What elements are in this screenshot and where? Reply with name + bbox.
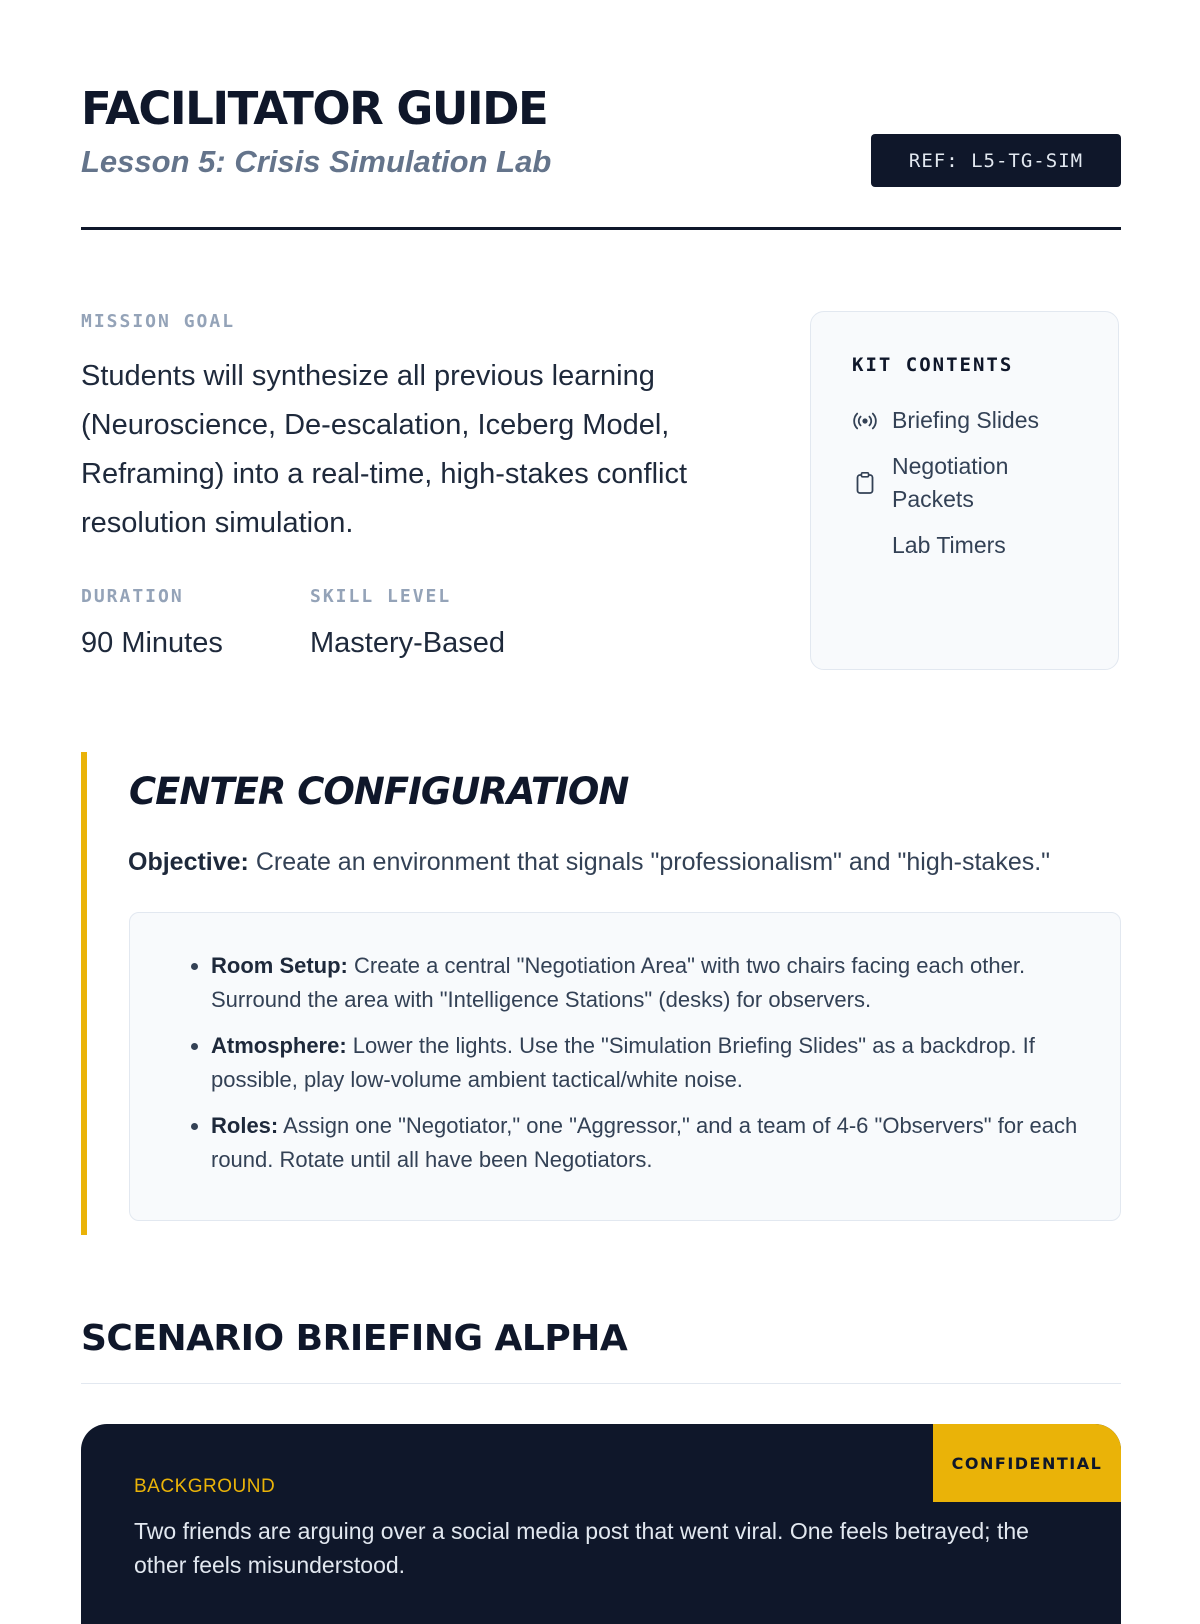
setup-instructions-card [129, 912, 1121, 1221]
timer-icon [852, 533, 878, 559]
confidential-badge: CONFIDENTIAL [933, 1424, 1121, 1502]
center-configuration-section [81, 752, 1121, 1235]
mission-goal-text: Students will synthesize all previous learning (Neuroscience, De-escalation, Iceberg Model, Reframing) into a real-time, high-stakes conflict resolution simulation. [81, 360, 688, 539]
skill-level-block [310, 586, 505, 660]
kit-contents-title: KIT CONTENTS [852, 354, 1014, 376]
setup-instructions-list [130, 913, 1120, 1177]
scenario-briefing-title: SCENARIO BRIEFING ALPHA [81, 1318, 628, 1359]
list-item-atmosphere [211, 1029, 1080, 1097]
objective-line [128, 848, 1050, 877]
duration-block [81, 586, 223, 660]
kit-item-label: Briefing Slides [892, 407, 1040, 433]
kit-item-label: Negotiation Packets [892, 453, 1009, 512]
kit-item-negotiation-packets [852, 450, 1092, 516]
page-title: FACILITATOR GUIDE [81, 82, 548, 135]
mission-goal-label: MISSION GOAL [81, 311, 236, 332]
objective-text: Create an environment that signals "professionalism" and "high-stakes." [248, 848, 1051, 876]
background-label: BACKGROUND [134, 1476, 276, 1497]
list-item-text: Create a central "Negotiation Area" with two chairs facing each other. Surround the area with "Intelligence Stations" (desks) for observers. [211, 953, 1026, 1012]
list-item-text: Lower the lights. Use the "Simulation Briefing Slides" as a backdrop. If possible, play low-volume ambient tactical/white noise. [211, 1033, 1035, 1092]
list-item-text: Assign one "Negotiator," one "Aggressor," and a team of 4-6 "Observers" for each round. Rotate until all have been Negotiators. [211, 1113, 1078, 1172]
objective-label: Objective: [128, 848, 249, 876]
kit-item-lab-timers [852, 529, 1092, 562]
scenario-briefing-card [81, 1424, 1121, 1624]
reference-badge: REF: L5-TG-SIM [871, 134, 1121, 187]
list-item-label: Atmosphere: [211, 1033, 347, 1058]
clipboard-icon [852, 470, 878, 496]
list-item-roles [211, 1109, 1080, 1177]
list-item-label: Roles: [211, 1113, 279, 1138]
header-divider [81, 227, 1121, 230]
skill-level-value: Mastery-Based [310, 627, 506, 659]
skill-level-label: SKILL LEVEL [310, 586, 452, 607]
kit-contents-list [852, 404, 1092, 575]
page-subtitle: Lesson 5: Crisis Simulation Lab [81, 144, 552, 179]
kit-item-label: Lab Timers [892, 532, 1006, 558]
duration-label: DURATION [81, 586, 184, 607]
background-text: Two friends are arguing over a social media post that went viral. One feels betrayed; the other feels misunderstood. [134, 1518, 1029, 1578]
scenario-divider [81, 1383, 1121, 1384]
kit-item-briefing-slides [852, 404, 1092, 437]
broadcast-icon [852, 408, 878, 434]
kit-contents-card [810, 311, 1119, 670]
list-item-label: Room Setup: [211, 953, 348, 978]
duration-value: 90 Minutes [81, 627, 223, 659]
center-configuration-title: CENTER CONFIGURATION [129, 770, 629, 813]
list-item-room-setup [211, 949, 1080, 1017]
